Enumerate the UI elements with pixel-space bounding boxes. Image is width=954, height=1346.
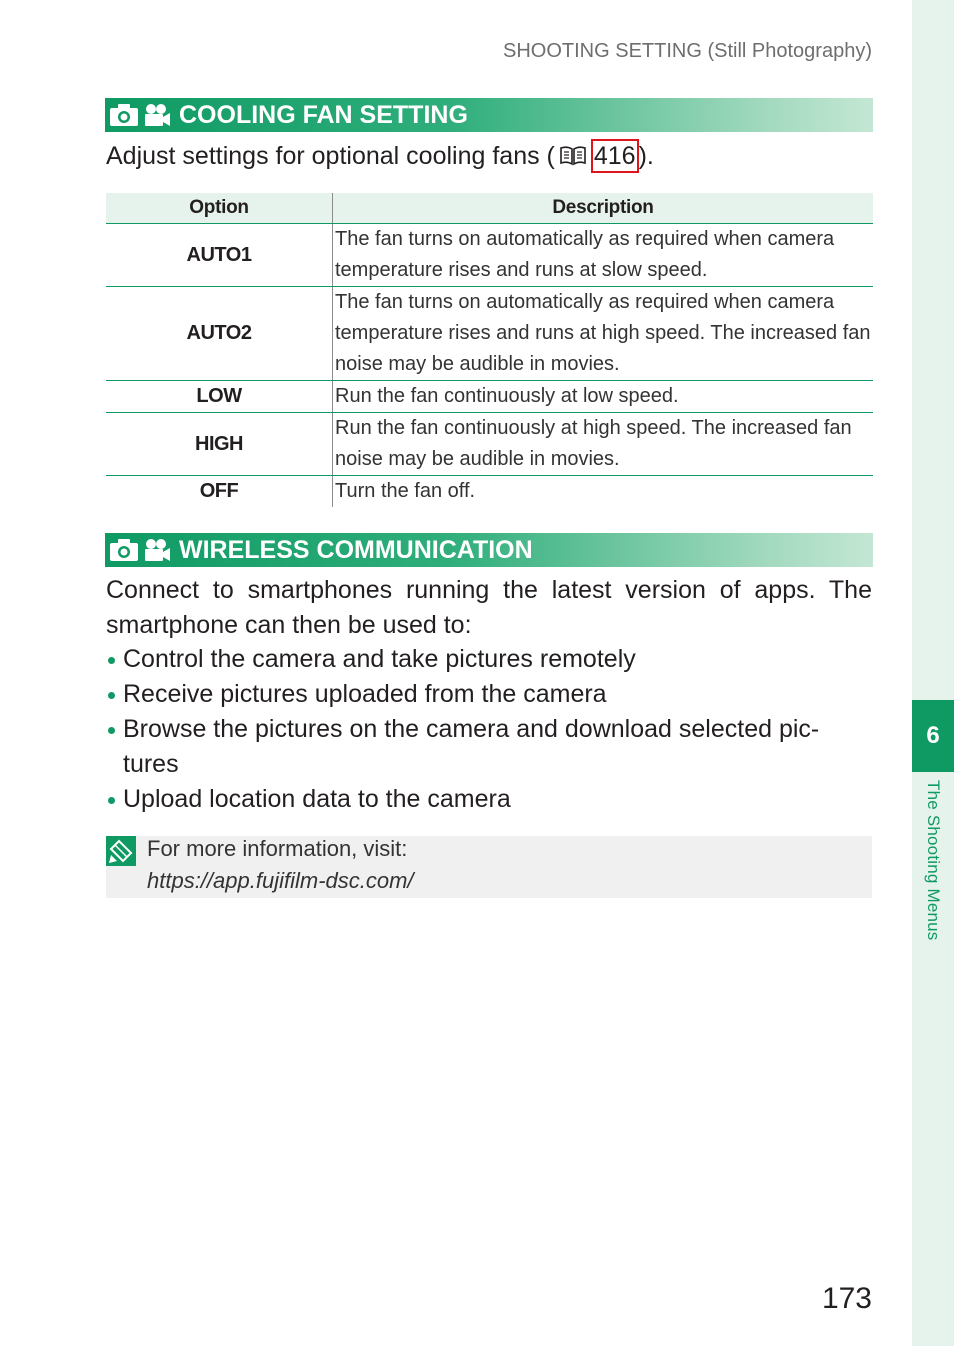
option-cell: OFF	[199, 480, 239, 502]
description-cell: Run the fan continuously at high speed. The increased fan noise may be audible in movies.	[333, 413, 874, 476]
note-box	[106, 836, 872, 898]
table-row	[106, 287, 873, 381]
note-pencil-icon	[106, 836, 136, 866]
table-row	[106, 381, 873, 413]
description-cell: The fan turns on automatically as required when camera temperature rises and runs at high speed. The increased fan noise may be audible in movies.	[333, 287, 874, 381]
bullet-icon	[108, 797, 115, 804]
table-row	[106, 476, 873, 508]
table-row	[106, 224, 873, 287]
list-item: Browse the pictures on the camera and download selected pic-tures	[106, 712, 872, 782]
list-item: Receive pictures uploaded from the camera	[106, 677, 872, 712]
bullet-icon	[108, 727, 115, 734]
bullet-icon	[108, 692, 115, 699]
column-header-description: Description	[333, 193, 874, 224]
page-number: 173	[821, 1282, 872, 1315]
page-reference-book-icon	[559, 146, 587, 166]
chapter-title: The Shooting Menus	[924, 780, 943, 941]
section-title: WIRELESS COMMUNICATION	[179, 535, 533, 564]
option-cell: AUTO1	[106, 224, 333, 287]
side-tab	[912, 0, 954, 1346]
description-cell: Turn the fan off.	[333, 476, 874, 508]
wireless-intro: Connect to smartphones running the latest version of apps. The smartphone can then be used to:	[106, 576, 872, 639]
chapter-number: 6	[926, 722, 940, 749]
cooling-fan-lead: Adjust settings for optional cooling fans ( 416 ).	[106, 139, 654, 174]
list-item: Control the camera and take pictures remotely	[106, 642, 872, 677]
running-head: SHOOTING SETTING (Still Photography)	[503, 40, 872, 62]
table-row	[106, 413, 873, 476]
cooling-fan-options-table	[106, 193, 873, 507]
section-title: COOLING FAN SETTING	[179, 100, 468, 129]
section-heading-cooling-fan	[105, 98, 873, 132]
column-header-option: Option	[106, 193, 333, 224]
option-cell: HIGH	[106, 413, 333, 476]
option-cell: AUTO2	[106, 287, 333, 381]
bullet-icon	[108, 657, 115, 664]
option-cell: LOW	[106, 381, 333, 413]
description-cell: The fan turns on automatically as required when camera temperature rises and runs at slow speed.	[333, 224, 874, 287]
page-reference-link[interactable]: 416	[591, 139, 639, 173]
list-item: Upload location data to the camera	[106, 782, 872, 817]
description-cell: Run the fan continuously at low speed.	[333, 381, 874, 413]
section-heading-wireless	[105, 533, 873, 567]
movie-camera-icon	[143, 538, 171, 562]
note-url-link[interactable]: https://app.fujifilm-dsc.com/	[147, 868, 414, 893]
chapter-number-tab[interactable]	[912, 700, 954, 772]
table-header-row	[106, 193, 873, 224]
movie-camera-icon	[143, 103, 171, 127]
still-camera-icon	[109, 103, 139, 127]
wireless-feature-list	[106, 642, 872, 817]
still-camera-icon	[109, 538, 139, 562]
note-text: For more information, visit:	[147, 836, 408, 861]
